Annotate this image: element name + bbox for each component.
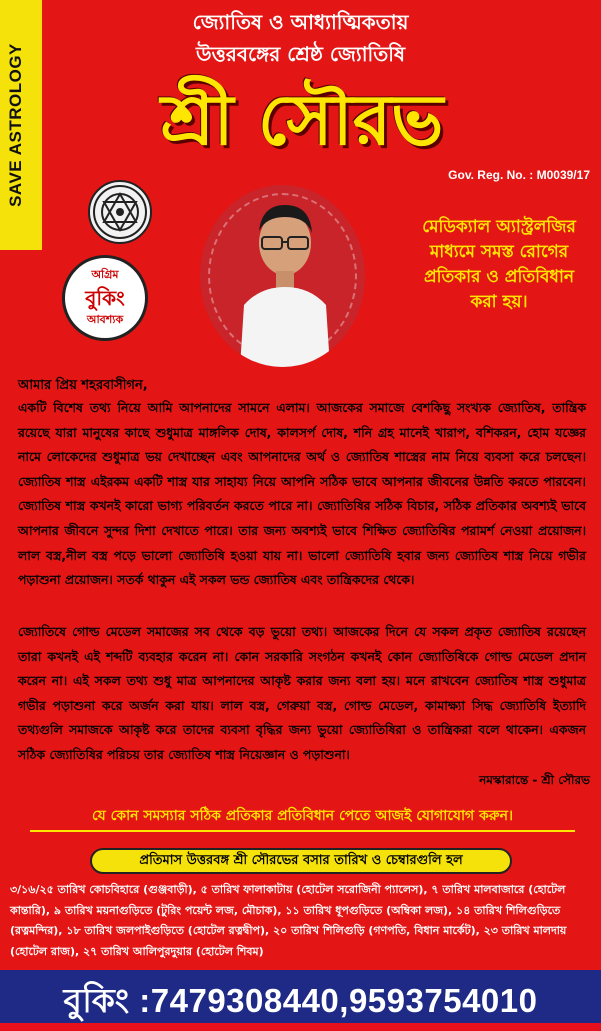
call-to-action: যে কোন সমস্যার সঠিক প্রতিকার প্রতিবিধান পেতে আজই যোগাযোগ করুন।	[30, 804, 575, 832]
yantra-icon	[88, 180, 152, 244]
badge-line-2: বুকিং	[85, 286, 125, 310]
paragraph-2: জ্যোতিষে গোল্ড মেডেল সমাজের সব থেকে বড় ভুয়ো তথ্য। আজকের দিনে যে সকল প্রকৃত জ্যোতিষ রয়েছেন তারা কখনই এই শব্দটি ব্যবহার করেন না। কোন সরকারি সংগঠন কখনই কোন জ্যোতিষিকে গোল্ড মেডেল প্রদান করেন না। এই সকল তথ্য শুধু মাত্র আপনাদের আকৃষ্ট করার জন্য বলা হয়। মনে রাখবেন জ্যোতিষ শাস্ত্র শুধুমাত্র গভীর পড়াশুনা করে অর্জন করা যায়। লাল বস্ত্র, গেরুয়া বস্ত্র, গোল্ড মেডেল, কামাক্ষ্যা সিদ্ধ জ্যোতিষি ইত্যাদি তথ্যগুলি সমাজকে আকৃষ্ট করে তাদের ব্যবসা বৃদ্ধির জন্য ভুয়ো জ্যোতিষিরা ও তান্ত্রিকরা বলে থাকেন। একজন সঠিক জ্যোতিষির পরিচয় তার জ্যোতিষ শাস্ত্র নিয়েজ্ঞান ও পড়াশুনা।	[18, 624, 586, 762]
brand-name: শ্রী সৌরভ	[160, 79, 444, 161]
paragraph-1: একটি বিশেষ তথ্য নিয়ে আমি আপনাদের সামনে এলাম। আজকের সমাজে বেশকিছু সংখ্যক জ্যোতিষ, তান্ত্রিক রয়েছে যারা মানুষের কাছে শুধুমাত্র মাঙ্গলিক দোষ, কালসর্প দোষ, শনি গ্রহ মানেই খারাপ, বশিকরন, হোম যজ্ঞের নামে লোকেদের শুধুমাত্র ভয় দেখাচ্ছেন এবং আপনাদের অর্থ ও জ্যোতিষ শাস্ত্রের নাম নিয়ে ব্যবসা করে চলছেন। জ্যোতিষ শাস্ত্র এইরকম একটি শাস্ত্র যার সাহায্য নিয়ে আপনি সঠিক ভাবে আপনার জীবনের উন্নতি করতে পারবেন। জ্যোতিষ শাস্ত্র কখনই কারো ভাগ্য পরিবর্তন করতে পারে না। জ্যোতিষির সঠিক বিচার, সঠিক প্রতিকার অবশ্যই ভাবে আপনার জীবনে সুন্দর দিশা দেখাতে পারে। তার জন্য অবশ্যই ভাবে শিক্ষিত জ্যোতিষির পরামর্শ নেওয়া প্রয়োজন। লাল বস্ত্র,নীল বস্ত্র পড়ে ভালো জ্যোতিষি হওয়া যায় না। ভালো জ্যোতিষি হবার জন্য জ্যোতিষ শাস্ত্র নিয়ে গভীর পড়াশুনা প্রয়োজন। সতর্ক থাকুন এই সকল ভন্ড জ্যোতিষ এবং তান্ত্রিকদের থেকে।	[18, 400, 586, 588]
greeting: আমার প্রিয় শহরবাসীগন,	[18, 378, 148, 393]
booking-phone[interactable]: বুকিং :7479308440,9593754010	[63, 982, 538, 1019]
side-banner-text: SAVE ASTROLOGY	[6, 43, 25, 207]
schedule-list: ৩/১৬/২৫ তারিখ কোচবিহারে (গুঞ্জবাড়ী), ৫ তারিখ ফালাকাটায় (হোটেল সরোজিনী প্যালেস), ৭ তারিখ মালবাজারে (হোটেল কান্তারি), ৯ তারিখ ময়নাগুড়িতে (টুরিং পয়েন্ট লজ, মৌচাক), ১১ তারিখ ধূপগুড়িতে (অম্বিকা লজ), ১৪ তারিখ শিলিগুড়িতে (রত্নমন্দির), ১৮ তারিখ জলপাইগুড়িতে (হোটেল রত্নদ্বীপ), ২০ তারিখ শিলিগুড়ি (গণপতি, বিধান মার্কেট), ২৩ তারিখ মালদায় (হোটেল রাজ), ২৭ তারিখ আলিপুরদুয়ার (হোটেল শিবম)	[10, 883, 567, 958]
medical-astrology-note: মেডিক্যাল অ্যাস্ট্রলজির মাধ্যমে সমস্ত রোগের প্রতিকার ও প্রতিবিধান করা হয়।	[422, 217, 576, 312]
schedule-heading: প্রতিমাস উত্তরবঙ্গ শ্রী সৌরভের বসার তারিখ ও চেম্বারগুলি হল	[90, 848, 512, 874]
signature: নমস্কারান্তে - শ্রী সৌরভ	[479, 773, 590, 787]
astrologer-photo	[200, 185, 365, 367]
badge-line-1: অগ্রিম	[91, 268, 119, 281]
advance-booking-badge	[62, 255, 148, 341]
tagline-1: জ্যোতিষ ও আধ্যাত্মিকতায়	[192, 10, 409, 34]
badge-line-3: আবশ্যক	[86, 313, 124, 326]
registration-number: Gov. Reg. No. : M0039/17	[448, 168, 590, 182]
tagline-2: উত্তরবঙ্গের শ্রেষ্ঠ জ্যোতিষি	[195, 42, 405, 66]
person-portrait	[240, 195, 330, 367]
